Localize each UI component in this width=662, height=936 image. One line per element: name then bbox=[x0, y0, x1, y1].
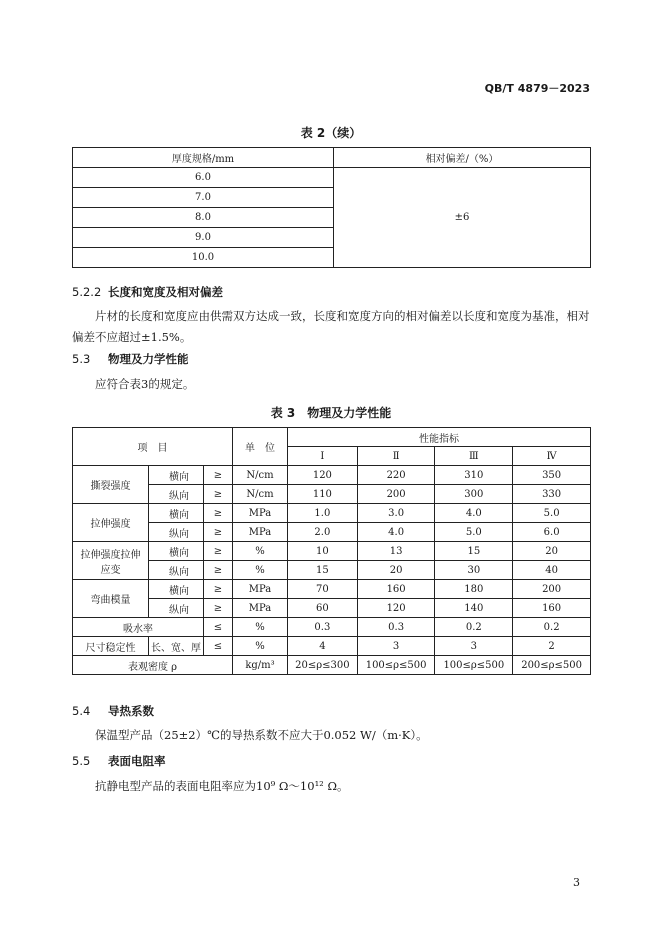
section-5-3-text: 应符合表3的规定。 bbox=[95, 377, 195, 391]
t3-dir: 长、宽、厚 bbox=[149, 637, 204, 656]
t3-op: ≥ bbox=[204, 485, 233, 504]
t3-cell: 140 bbox=[435, 599, 513, 618]
t3-unit: kg/m³ bbox=[233, 656, 288, 675]
t2-deviation-value: ±6 bbox=[334, 168, 591, 268]
t3-grade: Ⅱ bbox=[357, 447, 435, 466]
t3-prop-tensile: 拉伸强度 bbox=[73, 504, 149, 542]
t3-unit: N/cm bbox=[233, 485, 288, 504]
t3-cell: 0.3 bbox=[288, 618, 358, 637]
t3-prop-strain: 拉伸强度拉伸 应变 bbox=[73, 542, 149, 580]
table2-caption: 表 2（续） bbox=[300, 126, 362, 140]
t3-unit: % bbox=[233, 618, 288, 637]
t3-cell: 120 bbox=[357, 599, 435, 618]
t3-grade: Ⅰ bbox=[288, 447, 358, 466]
t3-cell: 300 bbox=[435, 485, 513, 504]
t3-cell: 200 bbox=[357, 485, 435, 504]
t3-cell: 13 bbox=[357, 542, 435, 561]
t3-prop-dim: 尺寸稳定性 bbox=[73, 637, 149, 656]
table3 bbox=[72, 427, 591, 675]
section-5-3-heading: 5.3 物理及力学性能 bbox=[72, 352, 189, 366]
t3-cell: 20 bbox=[513, 542, 591, 561]
t3-unit: % bbox=[233, 561, 288, 580]
t3-cell: 70 bbox=[288, 580, 358, 599]
t3-cell: 3 bbox=[435, 637, 513, 656]
section-5-4-heading: 5.4 导热系数 bbox=[72, 704, 154, 718]
t3-unit: MPa bbox=[233, 523, 288, 542]
t3-cell: 4.0 bbox=[357, 523, 435, 542]
t3-dir: 横向 bbox=[149, 542, 204, 561]
t3-op: ≤ bbox=[204, 637, 233, 656]
section-5-5-text: 抗静电型产品的表面电阻率应为10⁹ Ω～10¹² Ω。 bbox=[95, 779, 349, 793]
t3-cell: 330 bbox=[513, 485, 591, 504]
t3-prop-water: 吸水率 bbox=[73, 618, 204, 637]
t2-row: 10.0 bbox=[73, 248, 334, 268]
t3-cell: 0.2 bbox=[435, 618, 513, 637]
t2-row: 7.0 bbox=[73, 188, 334, 208]
t3-cell: 10 bbox=[288, 542, 358, 561]
t3-unit: % bbox=[233, 637, 288, 656]
t3-cell: 3.0 bbox=[357, 504, 435, 523]
t3-cell: 5.0 bbox=[435, 523, 513, 542]
t3-cell: 30 bbox=[435, 561, 513, 580]
t3-cell: 0.3 bbox=[357, 618, 435, 637]
t3-dir: 纵向 bbox=[149, 599, 204, 618]
t3-cell: 5.0 bbox=[513, 504, 591, 523]
t3-cell: 220 bbox=[357, 466, 435, 485]
t3-cell: 15 bbox=[435, 542, 513, 561]
t3-dir: 纵向 bbox=[149, 523, 204, 542]
t3-cell: 0.2 bbox=[513, 618, 591, 637]
t3-cell: 1.0 bbox=[288, 504, 358, 523]
t3-cell: 160 bbox=[357, 580, 435, 599]
t3-cell: 200≤ρ≤500 bbox=[513, 656, 591, 675]
standard-code: QB/T 4879－2023 bbox=[484, 82, 590, 95]
t2-header-deviation: 相对偏差/（%） bbox=[334, 148, 591, 168]
t3-prop-density: 表观密度 ρ bbox=[73, 656, 233, 675]
t3-cell: 120 bbox=[288, 466, 358, 485]
t3-cell: 2 bbox=[513, 637, 591, 656]
t3-cell: 100≤ρ≤500 bbox=[357, 656, 435, 675]
t2-header-thickness: 厚度规格/mm bbox=[73, 148, 334, 168]
t3-cell: 6.0 bbox=[513, 523, 591, 542]
t3-cell: 4.0 bbox=[435, 504, 513, 523]
t3-unit: N/cm bbox=[233, 466, 288, 485]
t3-dir: 纵向 bbox=[149, 485, 204, 504]
t3-op: ≤ bbox=[204, 618, 233, 637]
t3-unit: % bbox=[233, 542, 288, 561]
t2-row: 6.0 bbox=[73, 168, 334, 188]
t3-unit: MPa bbox=[233, 580, 288, 599]
t3-cell: 310 bbox=[435, 466, 513, 485]
t3-cell: 200 bbox=[513, 580, 591, 599]
table3-caption: 表 3 物理及力学性能 bbox=[270, 406, 392, 420]
t3-dir: 横向 bbox=[149, 466, 204, 485]
table2 bbox=[72, 147, 591, 268]
t3-unit: MPa bbox=[233, 504, 288, 523]
t3-cell: 160 bbox=[513, 599, 591, 618]
t3-op: ≥ bbox=[204, 599, 233, 618]
section-5-2-2-text: 片材的长度和宽度应由供需双方达成一致，长度和宽度方向的相对偏差以长度和宽度为基准，相对偏差不应超过±1.5%。 bbox=[72, 309, 590, 344]
t3-dir: 纵向 bbox=[149, 561, 204, 580]
t2-row: 8.0 bbox=[73, 208, 334, 228]
t3-op: ≥ bbox=[204, 466, 233, 485]
t3-unit: MPa bbox=[233, 599, 288, 618]
section-5-2-2-heading: 5.2.2 长度和宽度及相对偏差 bbox=[72, 285, 223, 299]
page-number: 3 bbox=[573, 876, 580, 889]
t3-cell: 15 bbox=[288, 561, 358, 580]
t3-header-unit: 单 位 bbox=[233, 428, 288, 466]
t3-op: ≥ bbox=[204, 542, 233, 561]
t3-cell: 40 bbox=[513, 561, 591, 580]
t2-row: 9.0 bbox=[73, 228, 334, 248]
t3-cell: 20 bbox=[357, 561, 435, 580]
t3-dir: 横向 bbox=[149, 580, 204, 599]
t3-header-item: 项 目 bbox=[73, 428, 233, 466]
t3-cell: 2.0 bbox=[288, 523, 358, 542]
t3-cell: 4 bbox=[288, 637, 358, 656]
t3-cell: 110 bbox=[288, 485, 358, 504]
t3-dir: 横向 bbox=[149, 504, 204, 523]
t3-cell: 3 bbox=[357, 637, 435, 656]
t3-grade: Ⅲ bbox=[435, 447, 513, 466]
t3-cell: 350 bbox=[513, 466, 591, 485]
t3-cell: 100≤ρ≤500 bbox=[435, 656, 513, 675]
t3-op: ≥ bbox=[204, 580, 233, 599]
t3-cell: 180 bbox=[435, 580, 513, 599]
t3-op: ≥ bbox=[204, 561, 233, 580]
t3-header-index: 性能指标 bbox=[288, 428, 591, 447]
t3-prop-flex: 弯曲模量 bbox=[73, 580, 149, 618]
t3-op: ≥ bbox=[204, 504, 233, 523]
t3-cell: 60 bbox=[288, 599, 358, 618]
t3-op: ≥ bbox=[204, 523, 233, 542]
t3-cell: 20≤ρ≤300 bbox=[288, 656, 358, 675]
t3-grade: Ⅳ bbox=[513, 447, 591, 466]
section-5-4-text: 保温型产品（25±2）℃的导热系数不应大于0.052 W/（m·K）。 bbox=[95, 728, 428, 742]
section-5-5-heading: 5.5 表面电阻率 bbox=[72, 754, 166, 768]
t3-prop-tear: 撕裂强度 bbox=[73, 466, 149, 504]
